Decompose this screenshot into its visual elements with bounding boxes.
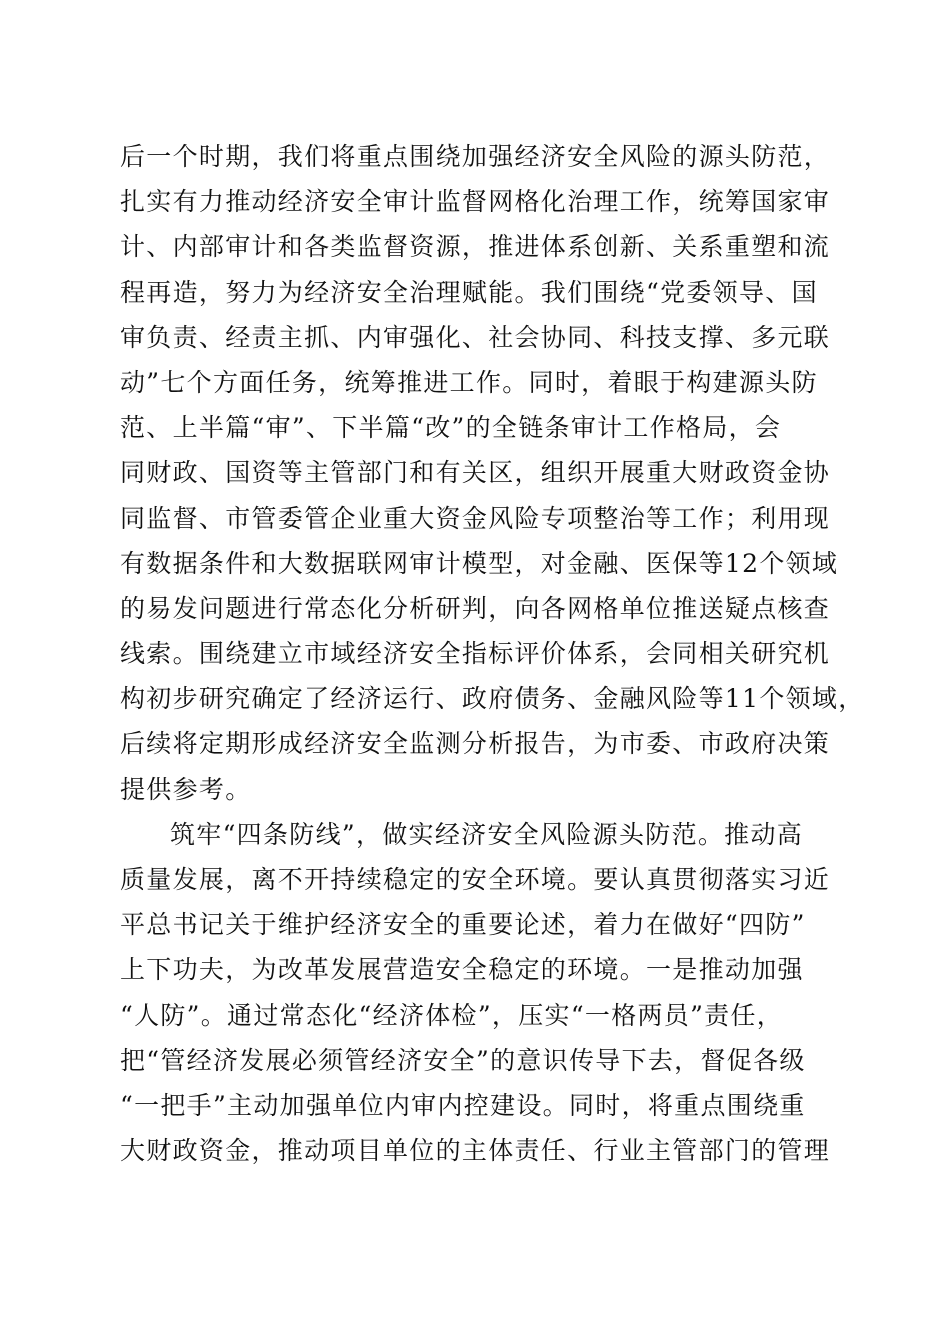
paragraph-start-line: 筑牢“四条防线”，做实经济安全风险源头防范。推动高 [170,819,804,849]
text-line: 动”七个方面任务，统筹推进工作。同时，着眼于构建源头防 [120,367,818,397]
text-line: “人防”。通过常态化“经济体检”，压实“一格两员”责任， [120,1000,784,1030]
text-line: 扎实有力推动经济安全审计监督网格化治理工作，统筹国家审 [120,187,831,217]
body-text [120,134,865,1173]
text-line: 的易发问题进行常态化分析研判，向各网格单位推送疑点核查 [120,593,831,623]
text-line: 范、上半篇“审”、下半篇“改”的全链条审计工作格局，会 [120,413,782,443]
text-line: 审负责、经责主抓、内审强化、社会协同、科技支撑、多元联 [120,322,831,352]
text-line: 上下功夫，为改革发展营造安全稳定的环境。一是推动加强 [120,955,804,985]
text-line: 提供参考。 [120,774,252,804]
text-line: 构初步研究确定了经济运行、政府债务、金融风险等11个领域， [120,684,865,714]
text-line: 有数据条件和大数据联网审计模型，对金融、医保等12个领域 [120,548,839,578]
text-line: 同监督、市管委管企业重大资金风险专项整治等工作；利用现 [120,503,831,533]
text-line: 同财政、国资等主管部门和有关区，组织开展重大财政资金协 [120,458,831,488]
text-line: 程再造，努力为经济安全治理赋能。我们围绕“党委领导、国 [120,277,818,307]
text-line: 把“管经济发展必须管经济安全”的意识传导下去，督促各级 [120,1045,806,1075]
text-line: “一把手”主动加强单位内审内控建设。同时，将重点围绕重 [120,1090,806,1120]
text-line: 大财政资金，推动项目单位的主体责任、行业主管部门的管理 [120,1136,831,1166]
text-line: 后续将定期形成经济安全监测分析报告，为市委、市政府决策 [120,729,831,759]
text-line: 线索。围绕建立市域经济安全指标评价体系，会同相关研究机 [120,639,831,669]
text-line: 计、内部审计和各类监督资源，推进体系创新、关系重塑和流 [120,232,831,262]
text-line: 后一个时期，我们将重点围绕加强经济安全风险的源头防范， [120,142,831,171]
text-line: 平总书记关于维护经济安全的重要论述，着力在做好“四防” [120,910,806,940]
text-line: 质量发展，离不开持续稳定的安全环境。要认真贯彻落实习近 [120,865,831,894]
